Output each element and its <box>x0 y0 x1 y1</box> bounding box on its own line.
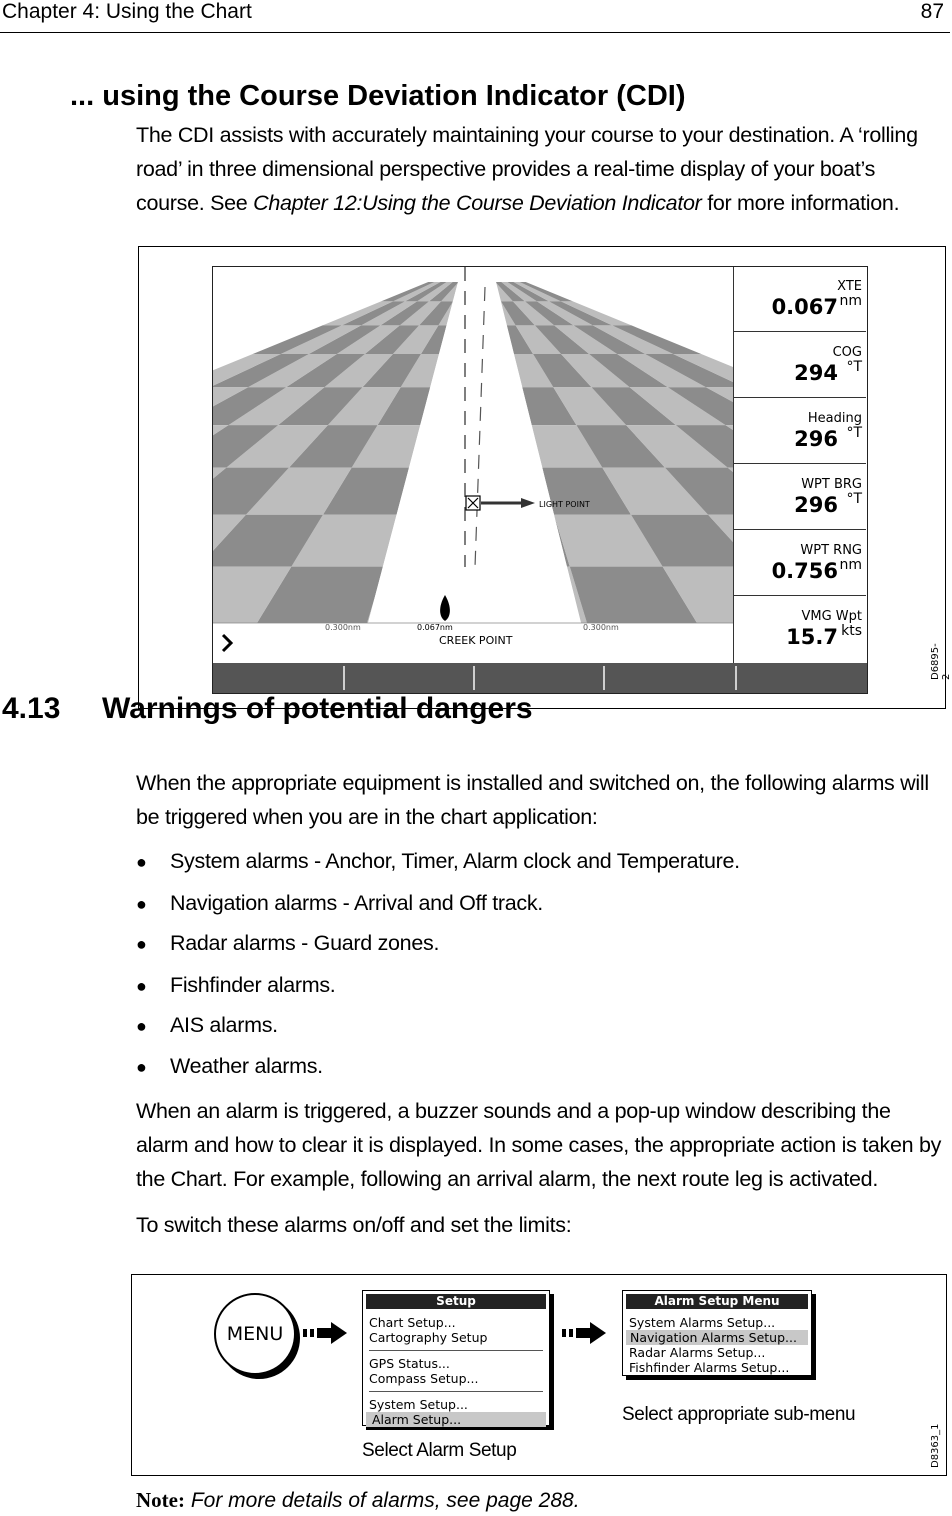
menu-figure-code: D8363_1 <box>930 1423 941 1468</box>
note-label: Note: <box>136 1488 185 1512</box>
section-title: Warnings of potential dangers <box>102 692 533 725</box>
data-cell-heading <box>734 399 866 464</box>
chapter-title: Chapter 4: Using the Chart <box>2 0 252 23</box>
menu-item-radar-alarms[interactable]: Radar Alarms Setup... <box>629 1345 766 1360</box>
scale-right-label: 0.300nm <box>583 623 619 632</box>
checker-tile <box>0 567 106 623</box>
cdi-display-screen <box>212 266 868 694</box>
softkey-bar <box>213 663 867 693</box>
menu-item-cartography-setup[interactable]: Cartography Setup <box>369 1330 488 1345</box>
checker-tile <box>0 567 13 623</box>
bullet-item: ● Weather alarms. <box>136 1054 323 1078</box>
data-cell-label: WPT RNG <box>800 543 862 558</box>
data-cell-value: 15.7 <box>786 625 838 649</box>
setup-menu-title: Setup <box>366 1294 546 1309</box>
data-cell-label: COG <box>832 345 862 360</box>
data-cell-value: 0.067 <box>771 295 838 319</box>
bullet-item: ● Fishfinder alarms. <box>136 973 336 997</box>
warnings-intro: When the appropriate equipment is installed and switched on, the following alarms will be triggered when you are in the chart application: <box>136 771 929 829</box>
data-cell-wpt-brg <box>734 465 866 530</box>
cdi-paragraph-text: The CDI assists with accurately maintaining your course to your destination. A ‘rolling road’ in three dimensional perspective provides a real-time display of your boat’s course. See <box>136 123 918 215</box>
cdi-paragraph-end: for more information. <box>701 191 900 215</box>
menu-button[interactable] <box>214 1293 296 1375</box>
menu-item-system-setup[interactable]: System Setup... <box>369 1397 468 1412</box>
menu-divider <box>369 1391 543 1392</box>
switch-paragraph: To switch these alarms on/off and set the limits: <box>136 1213 572 1237</box>
arrow-right-icon <box>562 1320 610 1346</box>
checker-tile <box>0 468 101 515</box>
running-header <box>0 0 950 33</box>
checker-tile <box>0 515 92 567</box>
softkey-divider <box>343 666 345 690</box>
caption-select-alarm-setup: Select Alarm Setup <box>362 1440 517 1461</box>
alarm-setup-menu-popup <box>622 1290 812 1376</box>
cdi-paragraph <box>136 118 948 220</box>
warnings-heading <box>2 692 533 726</box>
note-text: For more details of alarms, see page 288. <box>190 1489 580 1512</box>
menu-divider <box>369 1350 543 1351</box>
data-cell-unit: °T <box>846 359 862 375</box>
menu-item-compass-setup[interactable]: Compass Setup... <box>369 1371 479 1386</box>
data-cell-cog <box>734 333 866 398</box>
scale-center-label: 0.067nm <box>417 623 453 632</box>
data-panel <box>733 267 868 663</box>
menu-item-alarm-setup[interactable]: Alarm Setup... <box>366 1412 546 1427</box>
arrow-right-icon <box>303 1320 351 1346</box>
data-cell-label: VMG Wpt <box>801 609 862 624</box>
checker-tile <box>0 515 15 567</box>
data-cell-unit: °T <box>846 491 862 507</box>
waypoint-label: LIGHT POINT <box>539 500 590 509</box>
data-cell-label: XTE <box>837 279 862 294</box>
note <box>136 1488 580 1513</box>
data-cell-vmg <box>734 597 866 661</box>
checker-tile <box>0 468 38 515</box>
section-number: 4.13 <box>2 692 61 725</box>
trigger-paragraph: When an alarm is triggered, a buzzer sounds and a pop-up window describing the alarm and how to clear it is displayed. In some cases, the appropriate action is taken by the Chart. For example, following an arrival alarm, the next route leg is activated. <box>136 1099 942 1191</box>
data-cell-label: WPT BRG <box>801 477 862 492</box>
menu-item-gps-status[interactable]: GPS Status... <box>369 1356 450 1371</box>
menu-item-system-alarms[interactable]: System Alarms Setup... <box>629 1315 776 1330</box>
origin-label: CREEK POINT <box>439 634 513 647</box>
data-cell-xte <box>734 267 866 332</box>
menu-item-fishfinder-alarms[interactable]: Fishfinder Alarms Setup... <box>629 1360 790 1375</box>
data-cell-label: Heading <box>807 411 862 426</box>
data-cell-unit: kts <box>841 623 862 639</box>
bullet-item: ● AIS alarms. <box>136 1013 278 1037</box>
bullet-item: ● Navigation alarms - Arrival and Off track. <box>136 891 543 915</box>
setup-menu-popup <box>362 1290 550 1426</box>
data-cell-unit: nm <box>839 293 862 309</box>
data-cell-value: 296 <box>794 493 838 517</box>
bullet-item: ● Radar alarms - Guard zones. <box>136 931 440 955</box>
checker-tile <box>0 425 129 468</box>
caption-select-sub-menu: Select appropriate sub-menu <box>622 1404 856 1425</box>
cdi-figure-code: D6895-2 <box>930 643 952 680</box>
data-cell-value: 294 <box>794 361 838 385</box>
menu-button-label: MENU <box>226 1323 284 1345</box>
chevron-right-icon <box>223 635 231 651</box>
data-cell-value: 0.756 <box>771 559 838 583</box>
data-cell-wpt-rng <box>734 531 866 596</box>
alarm-menu-title: Alarm Setup Menu <box>626 1294 808 1309</box>
data-cell-unit: nm <box>839 557 862 573</box>
softkey-divider <box>603 666 605 690</box>
data-cell-value: 296 <box>794 427 838 451</box>
bullet-item: ● System alarms - Anchor, Timer, Alarm clock and Temperature. <box>136 849 740 873</box>
menu-item-navigation-alarms[interactable]: Navigation Alarms Setup... <box>626 1330 808 1345</box>
page-number: 87 <box>920 0 944 23</box>
softkey-divider <box>735 666 737 690</box>
menu-item-chart-setup[interactable]: Chart Setup... <box>369 1315 456 1330</box>
rolling-road-graphic <box>213 267 733 663</box>
cdi-heading: ... using the Course Deviation Indicator (CDI) <box>70 80 686 112</box>
scale-left-label: 0.300nm <box>325 623 361 632</box>
data-cell-unit: °T <box>846 425 862 441</box>
cdi-chapter-reference: Chapter 12:Using the Course Deviation Indicator <box>253 191 702 215</box>
softkey-divider <box>473 666 475 690</box>
